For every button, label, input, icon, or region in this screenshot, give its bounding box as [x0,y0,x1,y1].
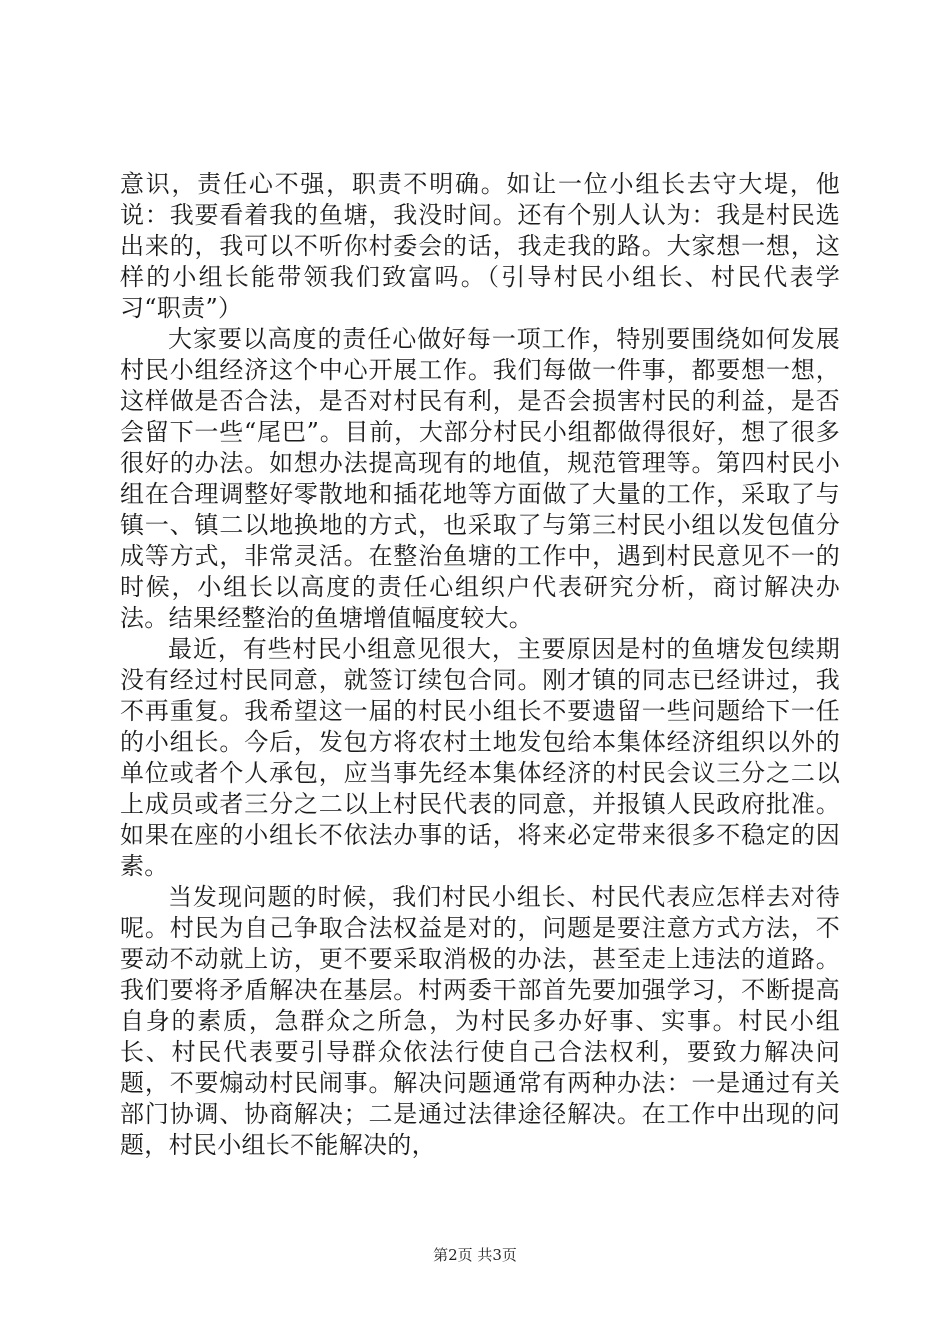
page-number-footer: 第2页 共3页 [433,1246,517,1264]
paragraph-2: 大家要以高度的责任心做好每一项工作，特别要围绕如何发展村民小组经济这个中心开展工作。我们每做一件事，都要想一想，这样做是否合法，是否对村民有利，是否会损害村民的利益，是否会留下一些“尾巴”。目前，大部分村民小组都做得很好，想了很多很好的办法。如想办法提高现有的地值，规范管理等。第四村民小组在合理调整好零散地和插花地等方面做了大量的工作，采取了与镇一、镇二以地换地的方式，也采取了与第三村民小组以发包值分成等方式，非常灵活。在整治鱼塘的工作中，遇到村民意见不一的时候，小组长以高度的责任心组织户代表研究分析，商讨解决办法。结果经整治的鱼塘增值幅度较大。 [120,325,840,632]
paragraph-4: 当发现问题的时候，我们村民小组长、村民代表应怎样去对待呢。村民为自己争取合法权益是对的，问题是要注意方式方法，不要动不动就上访，更不要采取消极的办法，甚至走上违法的道路。我们要将矛盾解决在基层。村两委干部首先要加强学习，不断提高自身的素质，急群众之所急，为村民多办好事、实事。村民小组长、村民代表要引导群众依法行使自己合法权利，要致力解决问题，不要煽动村民闹事。解决问题通常有两种办法：一是通过有关部门协调、协商解决；二是通过法律途径解决。在工作中出现的问题，村民小组长不能解决的， [120,883,840,1159]
paragraph-3: 最近，有些村民小组意见很大，主要原因是村的鱼塘发包续期没有经过村民同意，就签订续包合同。刚才镇的同志已经讲过，我不再重复。我希望这一届的村民小组长不要遗留一些问题给下一任的小组长。今后，发包方将农村土地发包给本集体经济组织以外的单位或者个人承包，应当事先经本集体经济的村民会议三分之二以上成员或者三分之二以上村民代表的同意，并报镇人民政府批准。如果在座的小组长不依法办事的话，将来必定带来很多不稳定的因素。 [120,635,840,880]
document-body [120,169,840,1161]
paragraph-1: 意识，责任心不强，职责不明确。如让一位小组长去守大堤，他说：我要看着我的鱼塘，我没时间。还有个别人认为：我是村民选出来的，我可以不听你村委会的话，我走我的路。大家想一想，这样的小组长能带领我们致富吗。（引导村民小组长、村民代表学习“职责”） [120,170,840,322]
